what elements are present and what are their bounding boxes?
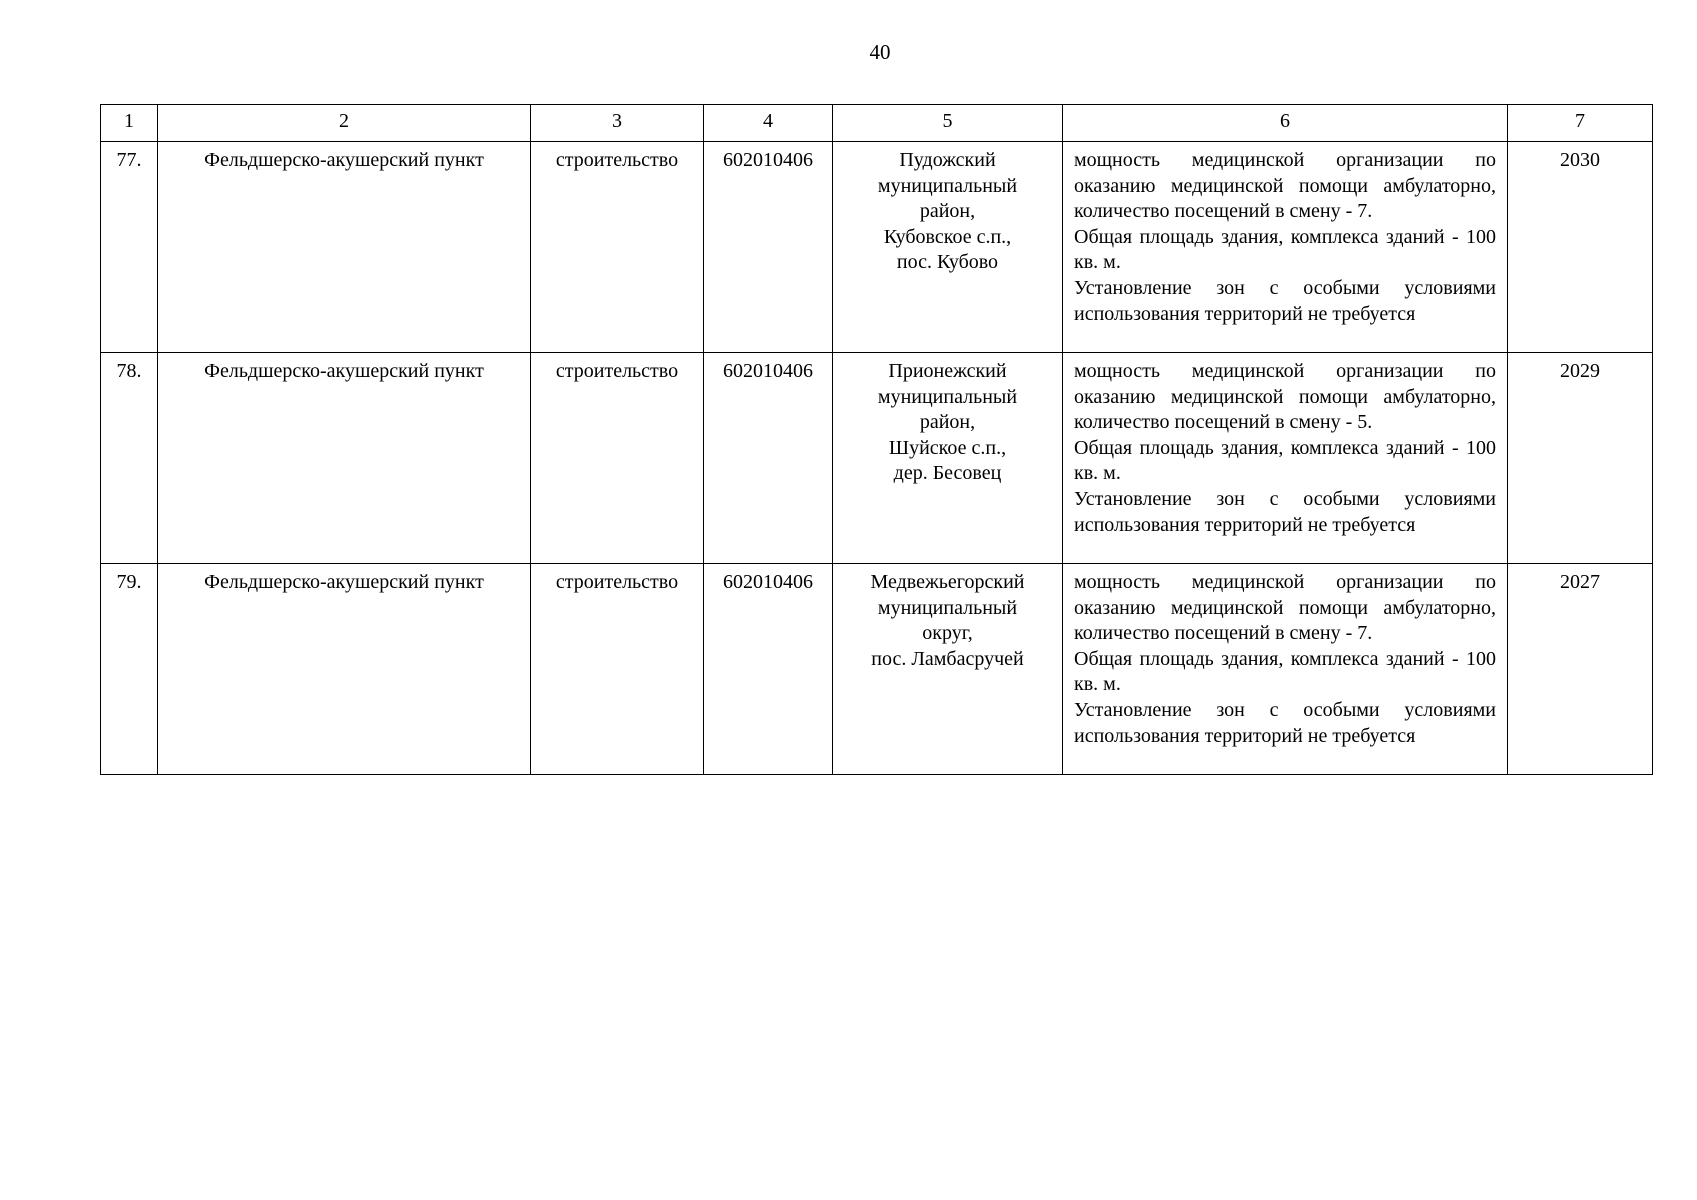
- description-paragraph: Общая площадь здания, комплекса зданий - 100 кв. м.: [1074, 436, 1496, 485]
- description-paragraph: Установление зон с особыми условиями использования территорий не требуется: [1074, 487, 1496, 536]
- work-type: строительство: [531, 564, 704, 775]
- table-header-row: [101, 105, 1653, 142]
- description-paragraph: Установление зон с особыми условиями использования территорий не требуется: [1074, 276, 1496, 325]
- location-line: пос. Ламбасручей: [871, 647, 1024, 670]
- column-header: 3: [531, 105, 704, 142]
- column-header: 7: [1508, 105, 1653, 142]
- facility-name: Фельдшерско-акушерский пункт: [158, 353, 531, 564]
- column-header: 5: [833, 105, 1063, 142]
- facility-name: Фельдшерско-акушерский пункт: [158, 142, 531, 353]
- location-line: пос. Кубово: [896, 251, 999, 274]
- row-number: 77.: [101, 142, 158, 353]
- table-row: [101, 564, 1653, 775]
- facility-code: 602010406: [704, 142, 833, 353]
- column-header: 6: [1063, 105, 1508, 142]
- location-line: Медвежьегорский: [870, 571, 1025, 593]
- location-line: район,: [919, 200, 976, 223]
- table-row: [101, 142, 1653, 353]
- location-cell: [833, 353, 1063, 564]
- row-number: 79.: [101, 564, 158, 775]
- page-number: 40: [869, 40, 891, 64]
- location-line: округ,: [922, 622, 973, 645]
- data-table: [100, 104, 1653, 775]
- year: 2029: [1508, 353, 1653, 564]
- description-cell: [1063, 142, 1508, 353]
- description-paragraph: мощность медицинской организации по оказанию медицинской помощи амбулаторно, количество посещений в смену - 7.: [1074, 571, 1496, 645]
- description-paragraph: Установление зон с особыми условиями использования территорий не требуется: [1074, 698, 1496, 747]
- work-type: строительство: [531, 353, 704, 564]
- description-cell: [1063, 353, 1508, 564]
- year: 2030: [1508, 142, 1653, 353]
- year: 2027: [1508, 564, 1653, 775]
- description-paragraph: Общая площадь здания, комплекса зданий - 100 кв. м.: [1074, 225, 1496, 274]
- description-paragraph: Общая площадь здания, комплекса зданий - 100 кв. м.: [1074, 647, 1496, 696]
- facility-code: 602010406: [704, 564, 833, 775]
- location-line: муниципальный: [877, 385, 1018, 408]
- description-paragraph: мощность медицинской организации по оказанию медицинской помощи амбулаторно, количество посещений в смену - 7.: [1074, 149, 1496, 223]
- column-header: 1: [101, 105, 158, 142]
- location-line: Пудожский: [899, 149, 996, 171]
- location-line: дер. Бесовец: [893, 462, 1002, 485]
- work-type: строительство: [531, 142, 704, 353]
- location-cell: [833, 564, 1063, 775]
- table-row: [101, 353, 1653, 564]
- location-line: муниципальный: [877, 174, 1018, 197]
- location-line: Прионежский: [888, 360, 1007, 382]
- facility-code: 602010406: [704, 353, 833, 564]
- description-paragraph: мощность медицинской организации по оказанию медицинской помощи амбулаторно, количество посещений в смену - 5.: [1074, 360, 1496, 434]
- location-line: район,: [919, 411, 976, 434]
- description-cell: [1063, 564, 1508, 775]
- location-line: муниципальный: [877, 596, 1018, 619]
- row-number: 78.: [101, 353, 158, 564]
- facility-name: Фельдшерско-акушерский пункт: [158, 564, 531, 775]
- location-cell: [833, 142, 1063, 353]
- column-header: 2: [158, 105, 531, 142]
- location-line: Кубовское с.п.,: [883, 225, 1012, 248]
- column-header: 4: [704, 105, 833, 142]
- location-line: Шуйское с.п.,: [888, 436, 1007, 459]
